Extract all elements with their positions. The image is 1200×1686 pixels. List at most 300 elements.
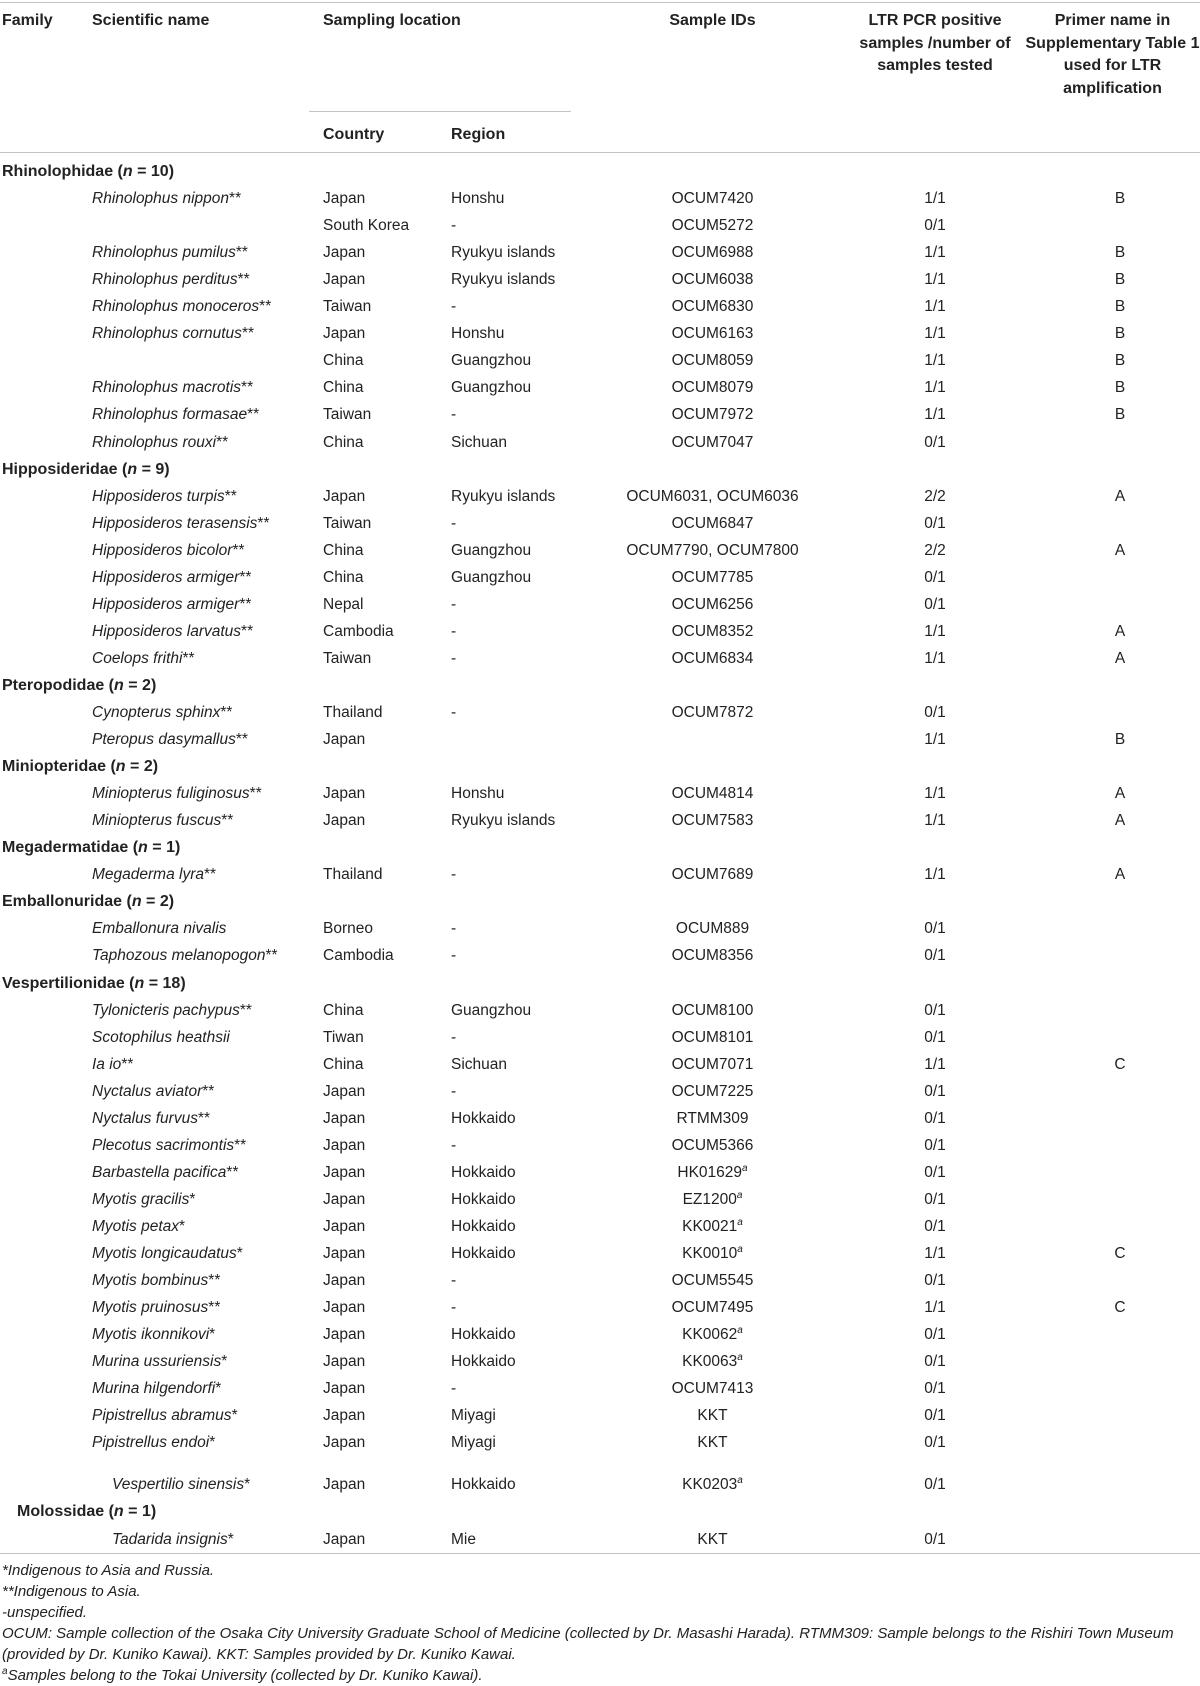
sample-id: OCUM7225 [671, 1082, 754, 1100]
region: Ryukyu islands [451, 244, 556, 262]
indigenous-mark: ** [232, 541, 245, 559]
region: - [451, 649, 457, 667]
sample-ids [570, 866, 855, 884]
region: Hokkaido [451, 1245, 516, 1262]
sample-ids [570, 1029, 855, 1047]
header-family: Family [2, 12, 53, 29]
primer-name: B [1114, 406, 1126, 424]
region: - [451, 406, 457, 424]
species-name: Rhinolophus nippon [92, 190, 230, 208]
country: Japan [323, 1353, 366, 1371]
country: Thailand [323, 866, 383, 884]
sample-id: OCUM5366 [671, 1136, 754, 1154]
species-name: Rhinolophus perditus [92, 271, 238, 289]
scientific-name [92, 1191, 195, 1209]
primer-name: A [1114, 812, 1126, 830]
sample-ids [570, 271, 855, 289]
region: Hokkaido [451, 1476, 516, 1494]
indigenous-mark: ** [237, 271, 250, 289]
region: Honshu [451, 785, 505, 803]
country: Japan [323, 1272, 366, 1290]
country: Japan [323, 731, 366, 749]
sample-id: OCUM7583 [671, 812, 754, 830]
species-name: Vespertilio sinensis [112, 1476, 245, 1494]
sample-id: OCUM6834 [671, 649, 754, 667]
primer-name: A [1114, 541, 1126, 559]
ltr-result: 0/1 [924, 1272, 946, 1290]
indigenous-mark: * [231, 1407, 238, 1425]
scientific-name [112, 1531, 234, 1549]
species-name: Nyctalus aviator [92, 1082, 203, 1100]
sample-id: OCUM7495 [671, 1299, 754, 1317]
region: - [451, 947, 457, 965]
region: Ryukyu islands [451, 271, 556, 289]
family-count: 9 [155, 460, 165, 478]
family-count: 10 [150, 163, 169, 180]
sample-id: OCUM5545 [671, 1272, 754, 1290]
header-ltr-pcr: LTR PCR positive samples /number of samples tested [859, 12, 1011, 74]
sample-id: OCUM6256 [671, 595, 754, 613]
ltr-result: 1/1 [924, 271, 946, 289]
species-name: Myotis pruinosus [92, 1299, 209, 1317]
ltr-result: 0/1 [924, 1530, 946, 1548]
indigenous-mark: ** [239, 568, 252, 586]
sample-id: OCUM7972 [671, 406, 754, 424]
indigenous-mark: ** [235, 244, 248, 262]
country: Nepal [323, 595, 364, 613]
scientific-name [92, 1110, 210, 1128]
sample-id: OCUM8100 [671, 1001, 754, 1019]
scientific-name [92, 866, 216, 884]
species-name: Miniopterus fuliginosus [92, 785, 250, 803]
sample-id: KKT [697, 1407, 728, 1425]
species-name: Hipposideros armiger [92, 568, 240, 586]
sample-ids [570, 1245, 855, 1263]
country: Taiwan [323, 514, 372, 532]
header-primer: Primer name in Supplementary Table 1 used for LTR amplification [1025, 12, 1200, 97]
ltr-result: 0/1 [924, 1001, 946, 1019]
species-name: Rhinolophus formasae [92, 406, 248, 424]
country: Cambodia [323, 622, 394, 640]
country: China [323, 568, 364, 586]
country: Japan [323, 1190, 366, 1208]
sample-id: KKT [697, 1434, 728, 1452]
indigenous-mark: ** [204, 866, 217, 884]
country: Japan [323, 1407, 366, 1425]
sample-ids [570, 920, 855, 938]
species-name: Myotis petax [92, 1217, 180, 1235]
sample-ids [570, 244, 855, 262]
species-name: Hipposideros terasensis [92, 514, 258, 532]
primer-name: B [1114, 190, 1126, 208]
ltr-result: 0/1 [924, 1082, 946, 1100]
ltr-result: 0/1 [924, 217, 946, 235]
scientific-name [92, 623, 253, 641]
primer-name: A [1114, 487, 1126, 505]
header-bottom-rule [0, 152, 1200, 153]
sample-ids [570, 623, 855, 641]
country: Taiwan [323, 406, 372, 424]
indigenous-mark: ** [239, 1001, 252, 1019]
sample-id: OCUM7047 [671, 433, 754, 451]
scientific-name [92, 1245, 243, 1263]
species-name: Hipposideros bicolor [92, 541, 233, 559]
primer-name: A [1114, 866, 1126, 884]
country: Japan [323, 1163, 366, 1181]
indigenous-mark: ** [182, 649, 195, 667]
indigenous-mark: ** [208, 1272, 221, 1290]
country: China [323, 1055, 364, 1073]
scientific-name [92, 920, 226, 938]
footnote-sources: OCUM: Sample collection of the Osaka City University Graduate School of Medicine (collected by Dr. Masashi Harada). RTMM309: Sample belongs to the Rishiri Town Museum (provided by Dr. Kuniko Kawai). KKT: Samples provided by Dr. Kuniko Kawai. [2, 1625, 1174, 1663]
region: Hokkaido [451, 1326, 516, 1344]
indigenous-mark: ** [202, 1082, 215, 1100]
sample-id: OCUM7071 [671, 1055, 754, 1073]
primer-name: B [1114, 298, 1126, 316]
sample-id: OCUM8352 [671, 622, 754, 640]
country: Japan [323, 1530, 366, 1548]
scientific-name [92, 1407, 238, 1425]
scientific-name [92, 704, 232, 722]
species-name: Murina hilgendorfi [92, 1380, 216, 1398]
sample-ids [570, 1434, 855, 1452]
sample-id: KK0010 [682, 1245, 738, 1262]
sample-id: OCUM8059 [671, 352, 754, 370]
region: Hokkaido [451, 1163, 516, 1181]
primer-name: A [1114, 649, 1126, 667]
species-name: Emballonura nivalis [92, 920, 227, 938]
country: China [323, 1001, 364, 1019]
sample-ids [570, 298, 855, 316]
sample-ids [570, 1272, 855, 1290]
family-heading: Miniopteridae (n = 2) [2, 758, 159, 776]
region: - [451, 704, 457, 721]
header-region: Region [451, 126, 506, 143]
ltr-result: 1/1 [924, 785, 946, 803]
species-name: Tylonicteris pachypus [92, 1001, 240, 1019]
region: Hokkaido [451, 1190, 516, 1208]
sample-id: OCUM7872 [671, 704, 754, 721]
country: Thailand [323, 704, 383, 721]
sample-id: OCUM6830 [671, 298, 754, 316]
footnotes [2, 1560, 1198, 1686]
country: Tiwan [323, 1028, 364, 1046]
region: - [451, 1380, 457, 1398]
scientific-name [92, 271, 250, 289]
country: Borneo [323, 920, 373, 938]
species-name: Hipposideros larvatus [92, 622, 242, 640]
ltr-result: 1/1 [924, 866, 946, 884]
indigenous-mark: ** [235, 731, 248, 749]
family-heading: Molossidae (n = 1) [17, 1503, 157, 1521]
ltr-result: 0/1 [924, 1190, 946, 1208]
sample-ids [570, 1110, 855, 1128]
family-count: 18 [162, 974, 181, 992]
sample-ids [570, 1191, 855, 1209]
indigenous-mark: ** [241, 325, 255, 343]
sample-id-note: a [736, 1189, 743, 1201]
footnote-unspecified: -unspecified. [2, 1604, 88, 1621]
primer-name: B [1114, 244, 1126, 262]
country: China [323, 433, 364, 451]
sample-id: KKT [697, 1530, 728, 1548]
sample-ids [570, 217, 855, 235]
country: Japan [323, 190, 366, 208]
primer-name: C [1114, 1245, 1126, 1262]
country: China [323, 352, 364, 370]
ltr-result: 0/1 [924, 1163, 946, 1181]
species-name: Myotis gracilis [92, 1190, 190, 1208]
indigenous-mark: ** [234, 1136, 247, 1154]
ltr-result: 0/1 [924, 1353, 946, 1371]
scientific-name [92, 731, 248, 749]
region: - [451, 1136, 457, 1154]
scientific-name [92, 325, 254, 343]
sample-id: KK0062 [682, 1326, 738, 1344]
region: Honshu [451, 190, 505, 208]
scientific-name [92, 434, 228, 452]
family-name: Molossidae [17, 1503, 105, 1521]
sample-ids [570, 1056, 855, 1074]
species-name: Myotis bombinus [92, 1272, 209, 1290]
scientific-name [92, 569, 251, 587]
country: Japan [323, 1136, 366, 1154]
footnote-tokai: $^a$Samples belong to the Tokai University (collected by Dr. Kuniko Kawai). [2, 1666, 483, 1684]
country: Japan [323, 812, 366, 830]
species-name: Murina ussuriensis [92, 1353, 222, 1371]
sample-id: EZ1200 [682, 1190, 737, 1208]
primer-name: B [1114, 352, 1126, 370]
region: Hokkaido [451, 1217, 516, 1235]
country: China [323, 541, 364, 559]
sample-ids [570, 1083, 855, 1101]
ltr-result: 0/1 [924, 920, 946, 938]
sample-ids [570, 1407, 855, 1425]
sample-id: OCUM7790, OCUM7800 [626, 541, 799, 559]
ltr-result: 2/2 [924, 487, 946, 505]
region: Miyagi [451, 1434, 496, 1452]
sample-ids [570, 325, 855, 343]
country: Japan [323, 785, 366, 803]
sample-id-note: a [737, 1325, 743, 1337]
sample-id: RTMM309 [676, 1109, 749, 1127]
indigenous-mark: ** [249, 785, 262, 803]
indigenous-mark: ** [197, 1109, 211, 1127]
sample-ids [570, 947, 855, 965]
country: Japan [323, 1434, 366, 1452]
scientific-name [92, 1083, 214, 1101]
header-scientific-name: Scientific name [92, 12, 210, 29]
country: Japan [323, 1082, 366, 1100]
ltr-result: 2/2 [924, 541, 946, 559]
sample-id: OCUM7413 [671, 1380, 754, 1398]
country: Japan [323, 325, 366, 343]
family-heading: Pteropodidae (n = 2) [2, 676, 157, 694]
family-heading: Megadermatidae (n = 1) [2, 839, 181, 857]
ltr-result: 1/1 [924, 812, 946, 830]
sample-ids [570, 1137, 855, 1155]
sample-ids [570, 190, 855, 208]
sample-id: OCUM8356 [671, 947, 754, 965]
scientific-name [92, 1326, 215, 1344]
scientific-name [92, 1137, 246, 1155]
sample-id: KK0063 [682, 1353, 738, 1371]
ltr-result: 0/1 [924, 1407, 946, 1425]
family-name: Rhinolophidae [2, 163, 114, 180]
sample-id: OCUM5272 [671, 217, 754, 235]
species-name: Rhinolophus macrotis [92, 379, 242, 397]
footnote-asia-russia: *Indigenous to Asia and Russia. [2, 1562, 215, 1579]
sampling-location-rule [309, 111, 571, 112]
ltr-result: 0/1 [924, 1434, 946, 1452]
species-name: Rhinolophus monoceros [92, 298, 260, 316]
ltr-result: 1/1 [924, 244, 946, 262]
country: South Korea [323, 217, 410, 235]
ltr-result: 0/1 [924, 568, 946, 586]
region: Mie [451, 1530, 476, 1548]
sample-id: OCUM889 [675, 920, 750, 938]
species-name: Pipistrellus abramus [92, 1407, 232, 1425]
scientific-name [92, 1299, 220, 1317]
region: - [451, 920, 457, 938]
country: Japan [323, 244, 366, 262]
species-name: Megaderma lyra [92, 866, 204, 884]
region: Ryukyu islands [451, 487, 556, 505]
sample-id: KK0021 [682, 1217, 738, 1235]
scientific-name [92, 596, 251, 614]
species-name: Barbastella pacifica [92, 1163, 227, 1181]
region: Guangzhou [451, 568, 532, 586]
indigenous-mark: ** [216, 433, 229, 451]
country: Japan [323, 1217, 366, 1235]
ltr-result: 1/1 [924, 622, 946, 640]
family-name: Megadermatidae [2, 839, 129, 857]
indigenous-mark: * [209, 1326, 216, 1344]
region: Hokkaido [451, 1353, 516, 1371]
country: Japan [323, 1326, 366, 1344]
indigenous-mark: ** [208, 1299, 221, 1317]
species-name: Coelops frithi [92, 649, 183, 667]
sample-id-note: a [742, 1162, 748, 1174]
ltr-result: 0/1 [924, 1476, 946, 1494]
country: Cambodia [323, 947, 394, 965]
region: - [451, 1272, 457, 1290]
species-name: Hipposideros turpis [92, 487, 225, 505]
ltr-result: 1/1 [924, 1055, 946, 1073]
ltr-result: 0/1 [924, 433, 946, 451]
indigenous-mark: * [227, 1530, 234, 1548]
species-name: Plecotus sacrimontis [92, 1136, 235, 1154]
family-name: Pteropodidae [2, 676, 105, 694]
ltr-result: 0/1 [924, 1326, 946, 1344]
indigenous-mark: ** [229, 190, 242, 208]
scientific-name [92, 1272, 220, 1290]
scientific-name [92, 406, 259, 424]
sample-ids [570, 542, 855, 560]
indigenous-mark: * [189, 1190, 196, 1208]
sample-id: OCUM7785 [671, 568, 754, 586]
scientific-name [92, 947, 278, 965]
region: - [451, 1028, 457, 1046]
sample-id-note: a [737, 1216, 743, 1228]
scientific-name [92, 1029, 230, 1047]
family-heading: Vespertilionidae (n = 18) [2, 974, 186, 992]
ltr-result: 0/1 [924, 1380, 946, 1398]
country: Japan [323, 1245, 366, 1262]
sample-ids [570, 1380, 855, 1398]
primer-name: B [1114, 325, 1126, 343]
country: Japan [323, 1476, 366, 1494]
primer-name: C [1114, 1055, 1126, 1073]
species-name: Rhinolophus cornutus [92, 325, 242, 343]
region: - [451, 622, 457, 640]
species-name: Taphozous melanopogon [92, 947, 266, 965]
scientific-name [92, 542, 245, 560]
species-name: Hipposideros armiger [92, 595, 240, 613]
ltr-result: 1/1 [924, 649, 946, 667]
primer-name: A [1114, 785, 1126, 803]
indigenous-mark: ** [265, 947, 278, 965]
ltr-result: 1/1 [924, 406, 946, 424]
sample-id-note: a [737, 1244, 743, 1255]
ltr-result: 0/1 [924, 514, 946, 532]
scientific-name [92, 379, 253, 397]
region: - [451, 217, 457, 235]
sample-id-note: a [737, 1352, 743, 1364]
species-name: Rhinolophus rouxi [92, 433, 217, 451]
scientific-name [92, 812, 233, 830]
indigenous-mark: * [244, 1476, 251, 1494]
ltr-result: 0/1 [924, 704, 946, 721]
ltr-result: 1/1 [924, 190, 946, 208]
indigenous-mark: ** [226, 1163, 239, 1181]
bottom-rule [0, 1553, 1200, 1554]
country: Japan [323, 271, 366, 289]
sample-ids [570, 1164, 855, 1182]
indigenous-mark: ** [241, 622, 254, 640]
family-name: Hipposideridae [2, 460, 118, 478]
indigenous-mark: ** [257, 514, 270, 532]
region: Guangzhou [451, 379, 532, 397]
region: - [451, 514, 457, 532]
ltr-result: 1/1 [924, 731, 946, 749]
region: - [451, 1299, 457, 1317]
top-rule [0, 2, 1200, 3]
scientific-name [92, 488, 237, 506]
primer-name: B [1114, 379, 1126, 397]
scientific-name [92, 785, 262, 803]
sample-ids [570, 406, 855, 424]
scientific-name [92, 650, 195, 668]
sample-ids [570, 812, 855, 830]
family-name: Vespertilionidae [2, 974, 125, 992]
sample-ids [570, 352, 855, 370]
country: Taiwan [323, 298, 372, 316]
scientific-name [92, 244, 248, 262]
sample-ids [570, 704, 855, 722]
indigenous-mark: ** [259, 298, 272, 316]
family-count: 2 [159, 893, 169, 911]
scientific-name [92, 298, 271, 316]
scientific-name [92, 1380, 221, 1398]
sample-id: OCUM4814 [671, 785, 754, 803]
indigenous-mark: ** [247, 406, 260, 424]
country: Japan [323, 487, 366, 505]
species-name: Miniopterus fuscus [92, 812, 222, 830]
primer-name: A [1114, 622, 1126, 640]
region: Honshu [451, 325, 505, 343]
sample-ids [570, 434, 855, 452]
